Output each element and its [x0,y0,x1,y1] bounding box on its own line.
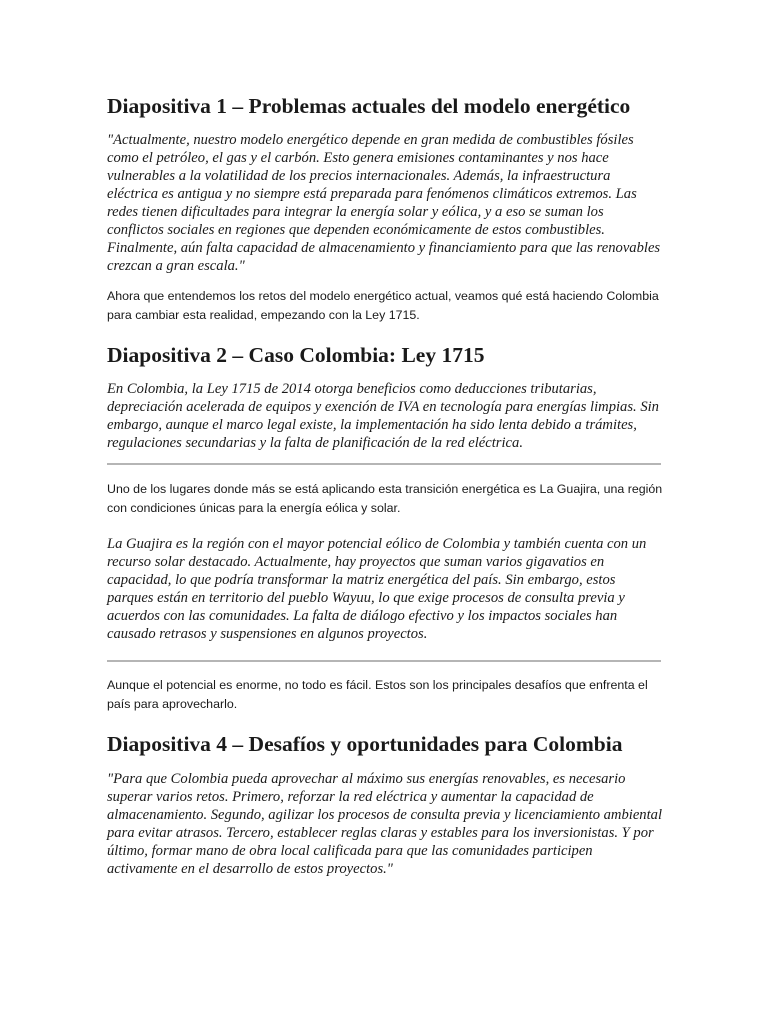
slide-2-transition: Uno de los lugares donde más se está aplicando esta transición energética es La Guajira, una región con condiciones únicas para la energía eólica y solar. [107,482,663,515]
document-page [107,0,663,878]
slide-1-transition: Ahora que entendemos los retos del modelo energético actual, veamos qué está haciendo Colombia para cambiar esta realidad, empezando con la Ley 1715. [107,289,659,322]
slide-2-heading: Diapositiva 2 – Caso Colombia: Ley 1715 [107,343,485,367]
slide-2-quote: En Colombia, la Ley 1715 de 2014 otorga beneficios como deducciones tributarias, depreciación acelerada de equipos y exención de IVA en tecnología para energías limpias. Sin embargo, aunque el marco legal existe, la implementación ha sido lenta debido a trámites, regulaciones secundarias y la falta de planificación de la red eléctrica. [107,381,659,451]
la-guajira-transition: Aunque el potencial es enorme, no todo es fácil. Estos son los principales desafíos que enfrenta el país para aprovecharlo. [107,678,648,711]
slide-4-heading: Diapositiva 4 – Desafíos y oportunidades para Colombia [107,732,623,756]
section-divider [107,463,661,465]
section-divider [107,660,661,662]
la-guajira-quote: La Guajira es la región con el mayor potencial eólico de Colombia y también cuenta con un recurso solar destacado. Actualmente, hay proyectos que suman varios gigavatios en capacidad, lo que podría transformar la matriz energética del país. Sin embargo, estos parques están en territorio del pueblo Wayuu, lo que exige procesos de consulta previa y acuerdos con las comunidades. La falta de diálogo efectivo y los impactos sociales han causado retrasos y suspensiones en algunos proyectos. [107,536,647,642]
slide-4-quote: "Para que Colombia pueda aprovechar al máximo sus energías renovables, es necesario superar varios retos. Primero, reforzar la red eléctrica y aumentar la capacidad de almacenamiento. Segundo, agilizar los procesos de consulta previa y licenciamiento ambiental para evitar atrasos. Tercero, establecer reglas claras y estables para los inversionistas. Y por último, formar mano de obra local calificada para que las comunidades participen activamente en el desarrollo de estos proyectos." [107,771,663,877]
slide-1-heading: Diapositiva 1 – Problemas actuales del modelo energético [107,94,631,118]
slide-1-quote: "Actualmente, nuestro modelo energético depende en gran medida de combustibles fósiles como el petróleo, el gas y el carbón. Esto genera emisiones contaminantes y nos hace vulnerables a la volatilidad de los precios internacionales. Además, la infraestructura eléctrica es antigua y no siempre está preparada para fenómenos climáticos extremos. Las redes tienen dificultades para integrar la energía solar y eólica, y a eso se suman los conflictos sociales en regiones que dependen económicamente de estos combustibles. Finalmente, aún falta capacidad de almacenamiento y financiamiento para que las renovables crezcan a gran escala." [107,132,661,274]
